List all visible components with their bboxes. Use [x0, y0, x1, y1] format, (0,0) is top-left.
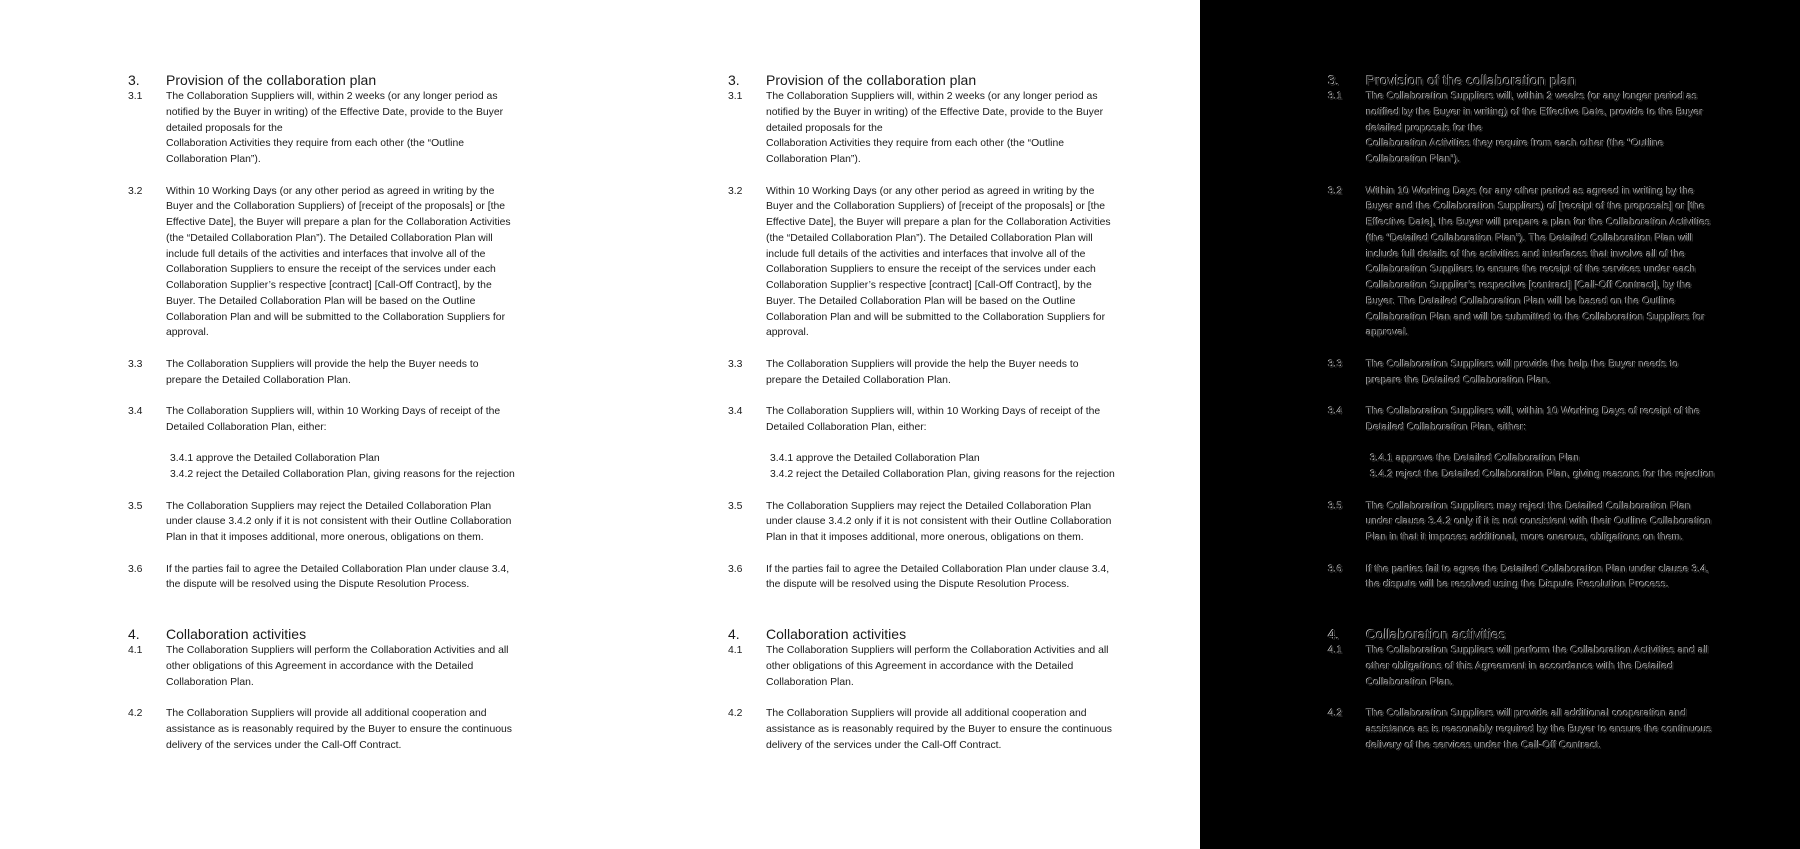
clause-number: 3.2: [728, 185, 743, 197]
section-number: 4.: [1328, 626, 1340, 642]
clause-text: The Collaboration Suppliers will provide the help the Buyer needs to prepare the Detailed Collaboration Plan.: [166, 358, 479, 386]
section-title: Collaboration activities: [166, 626, 307, 642]
section-heading: [728, 625, 1148, 643]
clause-number: 3.6: [1328, 563, 1343, 575]
section-number: 3.: [1328, 72, 1340, 88]
clause-text: The Collaboration Suppliers will, within 10 Working Days of receipt of the Detailed Collaboration Plan, either:: [766, 406, 1101, 433]
clause-text: If the parties fail to agree the Detailed Collaboration Plan under clause 3.4, the dispute will be resolved using the Dispute Resolution Process.: [1366, 563, 1710, 591]
clause: [728, 643, 1148, 690]
clause-number: 3.6: [128, 563, 143, 575]
section-title: Provision of the collaboration plan: [766, 72, 977, 88]
clause-text: The Collaboration Suppliers will provide all additional cooperation and assistance as is reasonably required by the Buyer to ensure the continuous delivery of the services under the Call-Off Contract.: [166, 708, 512, 751]
clause: [128, 643, 548, 690]
clause: [1328, 562, 1748, 594]
clause: [728, 89, 1148, 168]
clause-text: The Collaboration Suppliers will, within 2 weeks (or any longer period as notified by the Buyer in writing) of the Effective Date, provide to the Buyer detailed proposals for the Collaboration Activities they require from each other (the “Outline Collaboration Plan”).: [166, 91, 504, 165]
clause-text: The Collaboration Suppliers will perform the Collaboration Activities and all other obligations of this Agreement in accordance with the Detailed Collaboration Plan.: [166, 645, 509, 688]
clause: [128, 499, 548, 546]
subclause: 3.4.1 approve the Detailed Collaboration Plan: [1370, 453, 1580, 465]
clause: [1328, 89, 1748, 168]
clause-text: If the parties fail to agree the Detailed Collaboration Plan under clause 3.4, the dispute will be resolved using the Dispute Resolution Process.: [166, 563, 510, 591]
clause-number: 3.3: [1328, 358, 1343, 370]
clause-text: The Collaboration Suppliers may reject the Detailed Collaboration Plan under clause 3.4.2 only if it is not consistent with their Outline Collaboration Plan in that it imposes additional, more onerous, obligations on them.: [1366, 500, 1712, 543]
clause-number: 3.1: [728, 91, 743, 102]
clause-text: The Collaboration Suppliers may reject the Detailed Collaboration Plan under clause 3.4.2 only if it is not consistent with their Outline Collaboration Plan in that it imposes additional, more onerous, obligations on them.: [166, 500, 512, 543]
clause: [1328, 184, 1748, 342]
clause-text: If the parties fail to agree the Detailed Collaboration Plan under clause 3.4, the dispute will be resolved using the Dispute Resolution Process.: [766, 563, 1110, 591]
document-page: [1328, 71, 1748, 753]
clause-number: 3.1: [128, 91, 143, 102]
clause-text: Within 10 Working Days (or any other period as agreed in writing by the Buyer and the Collaboration Suppliers) of [receipt of the proposals] or [the Effective Date], the Buyer will prepare a plan for the Collaboration Activities (the “Detailed Collaboration Plan”). The Detailed Collaboration Plan will include full details of the activities and interfaces that involve all of the Collaboration Suppliers to ensure the receipt of the services under each Collaboration Supplier’s respective [contract] [Call-Off Contract], by the Buyer. The Detailed Collaboration Plan will be based on the Outline Collaboration Plan and will be submitted to the Collaboration Suppliers for approval.: [166, 185, 511, 339]
section-heading: [1328, 625, 1748, 643]
section-title: Provision of the collaboration plan: [1366, 72, 1577, 88]
clause-number: 3.5: [1328, 500, 1343, 512]
clause-number: 3.6: [728, 563, 743, 575]
section-number: 4.: [128, 626, 140, 642]
clause-text: The Collaboration Suppliers will, within 10 Working Days of receipt of the Detailed Collaboration Plan, either:: [166, 406, 501, 433]
clause-number: 3.4: [128, 406, 143, 417]
subclause: 3.4.2 reject the Detailed Collaboration Plan, giving reasons for the rejection: [170, 469, 515, 480]
clause: [128, 184, 548, 342]
clause: [728, 706, 1148, 753]
section-title: Collaboration activities: [766, 626, 907, 642]
section-number: 3.: [728, 72, 740, 88]
clause-number: 4.1: [128, 645, 143, 656]
clause-number: 3.2: [128, 185, 143, 197]
clause: [128, 562, 548, 594]
section-heading: [128, 71, 548, 89]
subclause: 3.4.1 approve the Detailed Collaboration Plan: [170, 453, 380, 465]
clause: [1328, 499, 1748, 546]
clause-number: 3.3: [728, 358, 743, 370]
clause: [728, 184, 1148, 342]
section-number: 4.: [728, 626, 740, 642]
clause-number: 4.2: [1328, 708, 1343, 719]
document-panel-copy: [600, 0, 1200, 849]
document-panel-original: [0, 0, 600, 849]
clause: [1328, 357, 1748, 389]
document-page: [128, 71, 548, 753]
section-number: 3.: [128, 72, 140, 88]
clause-text: The Collaboration Suppliers will provide all additional cooperation and assistance as is reasonably required by the Buyer to ensure the continuous delivery of the services under the Call-Off Contract.: [1366, 708, 1712, 751]
clause: [728, 357, 1148, 389]
clause: [128, 89, 548, 168]
clause-text: The Collaboration Suppliers will provide the help the Buyer needs to prepare the Detailed Collaboration Plan.: [1366, 358, 1679, 386]
clause-text: The Collaboration Suppliers will, within 10 Working Days of receipt of the Detailed Collaboration Plan, either:: [1366, 406, 1701, 433]
clause-text: The Collaboration Suppliers will provide the help the Buyer needs to prepare the Detailed Collaboration Plan.: [766, 358, 1079, 386]
clause-number: 3.1: [1328, 91, 1343, 102]
clause-text: Within 10 Working Days (or any other period as agreed in writing by the Buyer and the Collaboration Suppliers) of [receipt of the proposals] or [the Effective Date], the Buyer will prepare a plan for the Collaboration Activities (the “Detailed Collaboration Plan”). The Detailed Collaboration Plan will include full details of the activities and interfaces that involve all of the Collaboration Suppliers to ensure the receipt of the services under each Collaboration Supplier’s respective [contract] [Call-Off Contract], by the Buyer. The Detailed Collaboration Plan will be based on the Outline Collaboration Plan and will be submitted to the Collaboration Suppliers for approval.: [1366, 185, 1711, 339]
clause: [128, 404, 548, 436]
section-title: Provision of the collaboration plan: [166, 72, 377, 88]
clause-number: 3.5: [128, 500, 143, 512]
clause-number: 3.3: [128, 358, 143, 370]
clause-text: The Collaboration Suppliers may reject the Detailed Collaboration Plan under clause 3.4.2 only if it is not consistent with their Outline Collaboration Plan in that it imposes additional, more onerous, obligations on them.: [766, 500, 1112, 543]
subclause: 3.4.1 approve the Detailed Collaboration Plan: [770, 453, 980, 465]
document-panel-embossed: [1200, 0, 1800, 849]
clause-number: 3.4: [1328, 406, 1343, 417]
document-page: [728, 71, 1148, 753]
clause-text: The Collaboration Suppliers will perform the Collaboration Activities and all other obligations of this Agreement in accordance with the Detailed Collaboration Plan.: [1366, 645, 1709, 688]
subclause: 3.4.2 reject the Detailed Collaboration Plan, giving reasons for the rejection: [770, 469, 1115, 480]
section-heading: [128, 625, 548, 643]
clause-text: The Collaboration Suppliers will, within 2 weeks (or any longer period as notified by the Buyer in writing) of the Effective Date, provide to the Buyer detailed proposals for the Collaboration Activities they require from each other (the “Outline Collaboration Plan”).: [1366, 91, 1704, 165]
section-heading: [728, 71, 1148, 89]
clause-number: 3.2: [1328, 185, 1343, 197]
clause-number: 4.2: [728, 708, 743, 719]
clause-text: The Collaboration Suppliers will perform the Collaboration Activities and all other obligations of this Agreement in accordance with the Detailed Collaboration Plan.: [766, 645, 1109, 688]
clause-text: Within 10 Working Days (or any other period as agreed in writing by the Buyer and the Collaboration Suppliers) of [receipt of the proposals] or [the Effective Date], the Buyer will prepare a plan for the Collaboration Activities (the “Detailed Collaboration Plan”). The Detailed Collaboration Plan will include full details of the activities and interfaces that involve all of the Collaboration Suppliers to ensure the receipt of the services under each Collaboration Supplier’s respective [contract] [Call-Off Contract], by the Buyer. The Detailed Collaboration Plan will be based on the Outline Collaboration Plan and will be submitted to the Collaboration Suppliers for approval.: [766, 185, 1111, 339]
section-title: Collaboration activities: [1366, 626, 1507, 642]
clause-number: 3.5: [728, 500, 743, 512]
clause-number: 3.4: [728, 406, 743, 417]
clause: [728, 562, 1148, 594]
clause: [728, 404, 1148, 436]
clause-text: The Collaboration Suppliers will provide all additional cooperation and assistance as is reasonably required by the Buyer to ensure the continuous delivery of the services under the Call-Off Contract.: [766, 708, 1112, 751]
clause: [1328, 706, 1748, 753]
clause-number: 4.1: [1328, 645, 1343, 656]
clause-number: 4.1: [728, 645, 743, 656]
clause: [128, 357, 548, 389]
section-heading: [1328, 71, 1748, 89]
clause: [128, 706, 548, 753]
clause: [728, 499, 1148, 546]
clause: [1328, 404, 1748, 436]
clause-text: The Collaboration Suppliers will, within 2 weeks (or any longer period as notified by the Buyer in writing) of the Effective Date, provide to the Buyer detailed proposals for the Collaboration Activities they require from each other (the “Outline Collaboration Plan”).: [766, 91, 1104, 165]
clause: [1328, 643, 1748, 690]
clause-number: 4.2: [128, 708, 143, 719]
subclause: 3.4.2 reject the Detailed Collaboration Plan, giving reasons for the rejection: [1370, 469, 1715, 480]
